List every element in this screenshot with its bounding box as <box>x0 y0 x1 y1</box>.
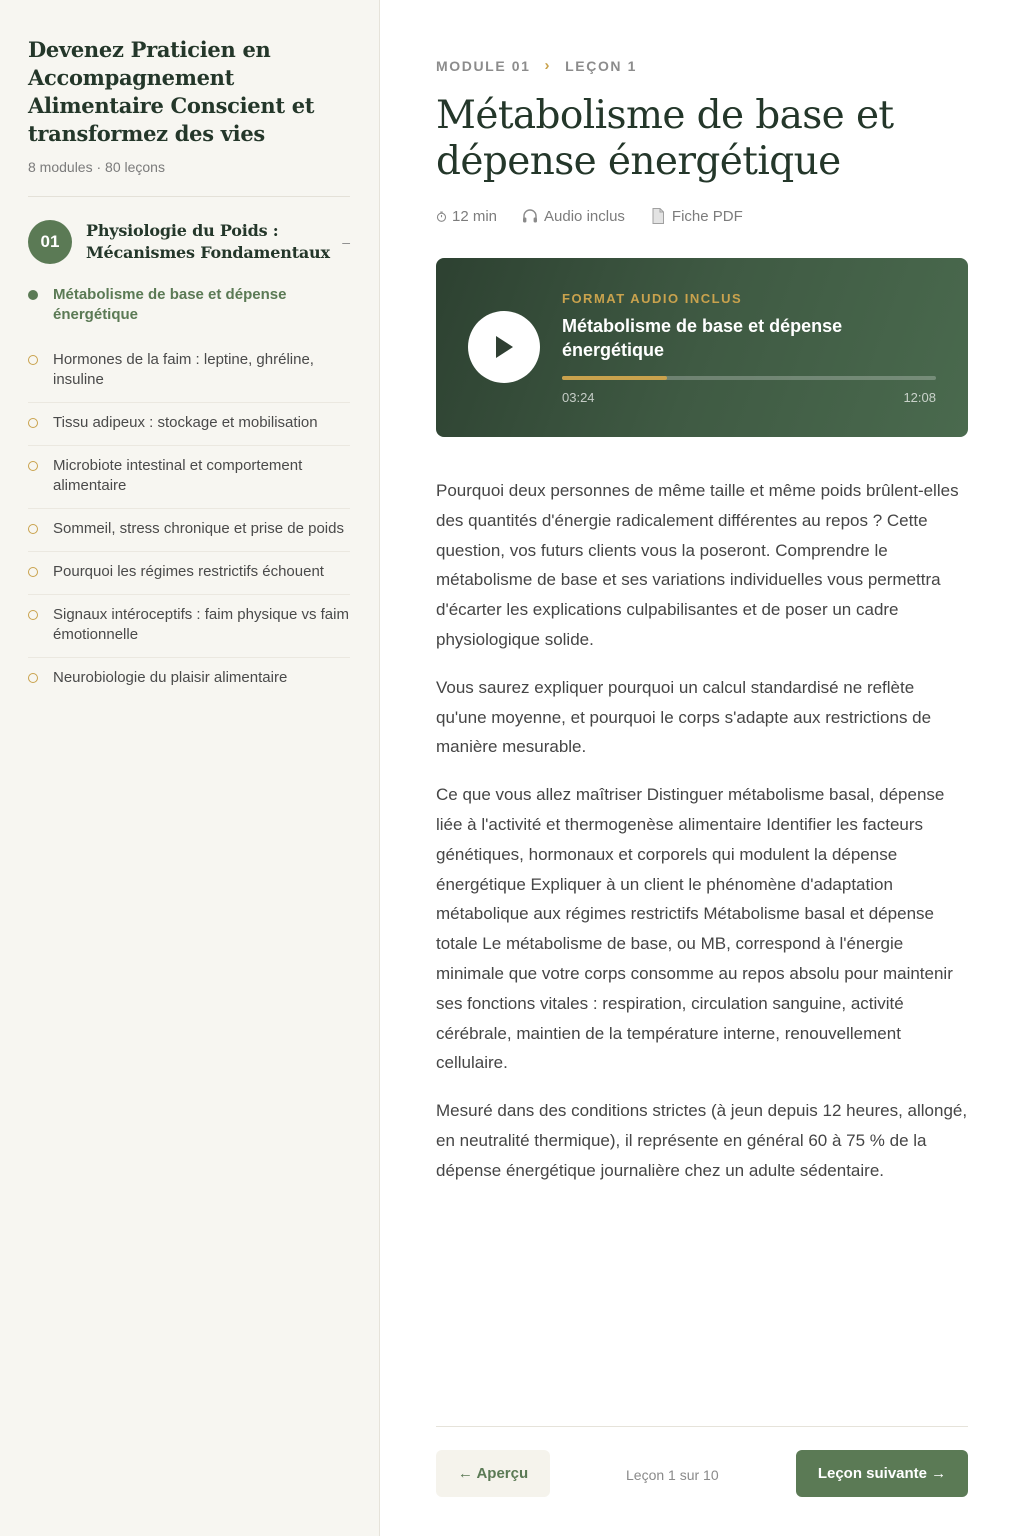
audio-title: Métabolisme de base et dépense énergétique <box>562 316 843 360</box>
play-icon <box>492 334 516 360</box>
body-paragraph: Mesuré dans des conditions strictes (à jeun depuis 12 heures, allongé, en neutralité thermique), il représente en général 60 à 75 % de la dépense énergétique journalière chez un adulte sédentaire. <box>436 1101 968 1180</box>
lesson-status-icon <box>28 524 38 534</box>
lesson-item[interactable] <box>28 340 350 403</box>
previous-button[interactable]: ← Aperçu <box>436 1450 550 1497</box>
lesson-item[interactable] <box>28 595 350 658</box>
module-title: Physiologie du Poids : Mécanismes Fondamentaux <box>86 221 330 262</box>
course-meta: 8 modules · 80 leçons <box>28 159 165 175</box>
lesson-meta <box>436 207 968 225</box>
module-number-badge: 01 <box>28 220 72 264</box>
lesson-status-icon <box>28 461 38 471</box>
lesson-label: Signaux intéroceptifs : faim physique vs faim émotionnelle <box>53 606 349 643</box>
audio-meta <box>521 207 625 225</box>
lesson-status-icon <box>28 610 38 620</box>
lesson-content <box>436 0 968 1204</box>
audio-tag: FORMAT AUDIO INCLUS <box>562 291 743 306</box>
current-time: 03:24 <box>562 390 595 405</box>
lesson-item[interactable] <box>28 552 350 595</box>
lesson-item[interactable] <box>28 509 350 552</box>
body-paragraph: Ce que vous allez maîtriser Distinguer métabolisme basal, dépense liée à l'activité et thermogenèse alimentaire Identifier les facteurs génétiques, hormonaux et corporels qui modulent la dépense énergétique Expliquer à un client le phénomène d'adaptation métabolique aux régimes restrictifs Métabolisme basal et dépense totale Le métabolisme de base, ou MB, correspond à l'énergie minimale que votre corps consomme au repos absolu pour maintenir ses fonctions vitales : respiration, circulation sanguine, activité cérébrale, maintien de la température interne, renouvellement cellulaire. <box>436 785 953 1073</box>
play-button[interactable] <box>468 311 540 383</box>
lesson-item[interactable] <box>28 446 350 509</box>
breadcrumb-lesson: LEÇON 1 <box>565 57 638 74</box>
lesson-body <box>436 476 968 1186</box>
page-title: Métabolisme de base et dépense énergétique <box>436 93 894 184</box>
lesson-footer <box>436 1426 968 1483</box>
lesson-counter: Leçon 1 sur 10 <box>626 1467 719 1483</box>
lesson-list <box>28 285 350 700</box>
lesson-item[interactable] <box>28 658 350 700</box>
breadcrumb <box>436 57 968 74</box>
audio-progress-fill <box>562 376 667 380</box>
lesson-label: Tissu adipeux : stockage et mobilisation <box>53 414 318 431</box>
document-icon <box>649 207 667 225</box>
lesson-status-icon <box>28 418 38 428</box>
sidebar-divider <box>28 196 350 197</box>
body-paragraph: Pourquoi deux personnes de même taille et même poids brûlent-elles des quantités d'énergie radicalement différentes au repos ? Cette question, vos futurs clients vous la poseront. Comprendre le métabolisme de base et ses variations individuelles vous permettra d'écarter les explications culpabilisantes et de poser un cadre physiologique solide. <box>436 481 959 649</box>
duration-meta <box>436 208 497 225</box>
lesson-label: Hormones de la faim : leptine, ghréline, insuline <box>53 351 314 388</box>
timer-icon <box>436 211 447 222</box>
lesson-label: Sommeil, stress chronique et prise de poids <box>53 520 344 537</box>
module-header[interactable] <box>28 219 350 265</box>
collapse-icon[interactable]: – <box>342 234 350 250</box>
body-paragraph: Vous saurez expliquer pourquoi un calcul standardisé ne reflète qu'une moyenne, et pourquoi le corps s'adapte aux restrictions de manière mesurable. <box>436 677 932 757</box>
lesson-label: Neurobiologie du plaisir alimentaire <box>53 669 288 686</box>
lesson-item[interactable] <box>28 285 350 340</box>
lesson-label: Pourquoi les régimes restrictifs échouent <box>53 563 324 580</box>
next-lesson-button[interactable]: Leçon suivante → <box>796 1450 968 1497</box>
pdf-meta[interactable] <box>649 207 743 225</box>
lesson-label: Microbiote intestinal et comportement alimentaire <box>53 457 303 494</box>
lesson-item[interactable] <box>28 403 350 446</box>
audio-label: Audio inclus <box>544 207 625 225</box>
lesson-status-icon <box>28 290 38 300</box>
audio-player <box>436 258 968 437</box>
chevron-right-icon: › <box>544 57 552 74</box>
headphones-icon <box>521 207 539 225</box>
pdf-label: Fiche PDF <box>671 207 743 225</box>
lesson-status-icon <box>28 567 38 577</box>
lesson-status-icon <box>28 673 38 683</box>
lesson-status-icon <box>28 355 38 365</box>
total-time: 12:08 <box>903 390 936 405</box>
audio-progress-bar[interactable] <box>562 376 936 380</box>
breadcrumb-module[interactable]: MODULE 01 <box>436 57 531 74</box>
sidebar <box>0 0 380 1536</box>
duration-label: 12 min <box>452 207 498 225</box>
course-title: Devenez Praticien en Accompagnement Alimentaire Conscient et transformez des vies <box>28 37 315 146</box>
lesson-label: Métabolisme de base et dépense énergétique <box>53 286 287 323</box>
